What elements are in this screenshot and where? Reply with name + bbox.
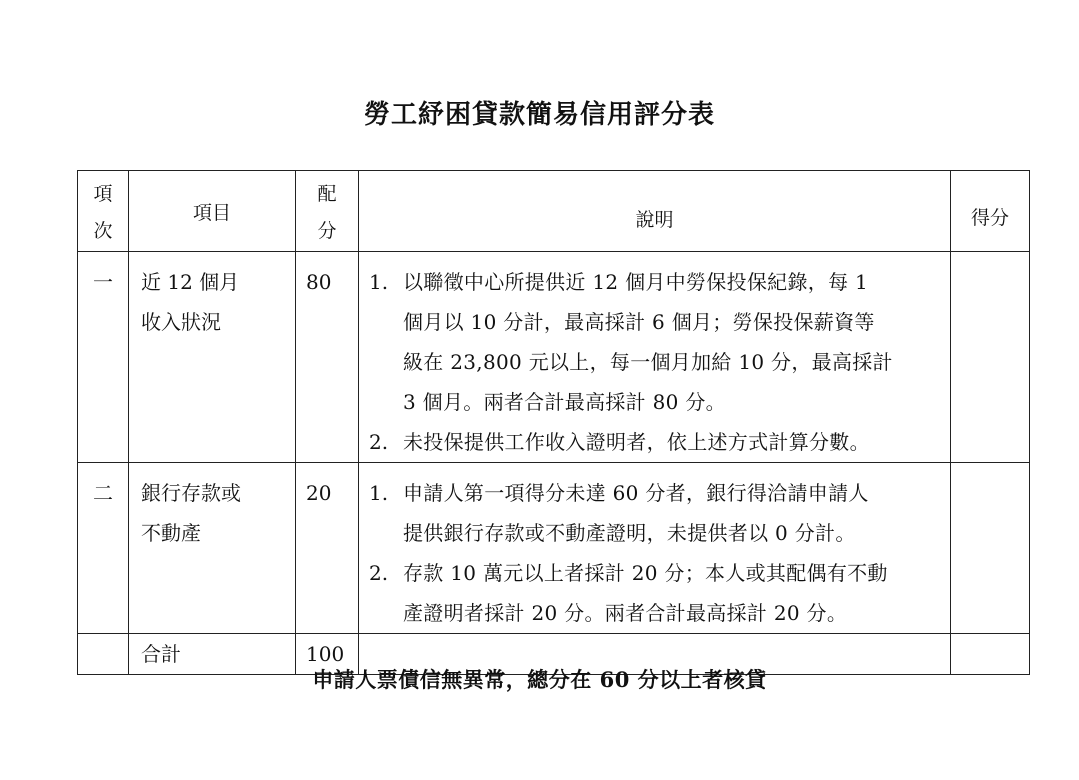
- description-line: 提供銀行存款或不動產證明，未提供者以 0 分計。: [403, 521, 856, 545]
- description-item-number: 1.: [369, 481, 389, 505]
- row-number: 一: [78, 252, 129, 463]
- header-no-bottom: 次: [93, 220, 113, 242]
- description-line: 級在 23,800 元以上，每一個月加給 10 分，最高採計: [403, 350, 893, 374]
- header-item-cell: [129, 171, 296, 252]
- document-title: 勞工紓困貸款簡易信用評分表: [363, 100, 715, 130]
- header-points-cell: [296, 171, 359, 252]
- description-item-number: 2.: [369, 430, 389, 454]
- row-item-line: 收入狀況: [141, 310, 221, 334]
- row-points: 20: [296, 463, 359, 634]
- table-header-row: [78, 171, 1030, 252]
- row-number: 二: [78, 463, 129, 634]
- description-item: [369, 553, 940, 633]
- table-row: [78, 463, 1030, 634]
- description-line: 以聯徵中心所提供近 12 個月中勞保投保紀錄，每 1: [403, 270, 869, 294]
- row-item-line: 近 12 個月: [141, 270, 240, 294]
- header-points-top: 配: [317, 183, 337, 205]
- header-description-cell: [359, 171, 951, 252]
- row-points: 80: [296, 252, 359, 463]
- row-item: [129, 252, 296, 463]
- description-item: [369, 473, 940, 553]
- description-item-number: 1.: [369, 270, 389, 294]
- header-score: 得分: [970, 207, 1009, 229]
- description-item: [369, 422, 940, 462]
- description-line: 申請人第一項得分未達 60 分者，銀行得洽請申請人: [403, 481, 869, 505]
- row-item: [129, 463, 296, 634]
- row-description: [359, 252, 951, 463]
- header-points-bottom: 分: [317, 220, 337, 242]
- table-row: [78, 252, 1030, 463]
- scoring-table: [77, 170, 1030, 675]
- header-item: 項目: [192, 201, 231, 224]
- row-score-input[interactable]: [951, 463, 1030, 634]
- description-line: 存款 10 萬元以上者採計 20 分；本人或其配偶有不動: [403, 561, 888, 585]
- header-description: 說明: [635, 209, 674, 231]
- header-score-cell: [951, 171, 1030, 252]
- description-item: [369, 262, 940, 422]
- approval-note: 申請人票債信無異常，總分在 60 分以上者核貸: [312, 667, 767, 692]
- row-score-input[interactable]: [951, 252, 1030, 463]
- total-label: 合計: [129, 634, 296, 675]
- total-points: 100: [296, 634, 359, 675]
- description-line: 未投保提供工作收入證明者，依上述方式計算分數。: [403, 430, 870, 454]
- header-no-top: 項: [93, 183, 113, 205]
- description-line: 3 個月。兩者合計最高採計 80 分。: [403, 390, 726, 414]
- description-line: 產證明者採計 20 分。兩者合計最高採計 20 分。: [403, 601, 848, 625]
- row-description: [359, 463, 951, 634]
- row-item-line: 不動產: [141, 521, 201, 545]
- description-item-number: 2.: [369, 561, 389, 585]
- header-no-cell: [78, 171, 129, 252]
- row-item-line: 銀行存款或: [141, 481, 241, 505]
- description-line: 個月以 10 分計，最高採計 6 個月；勞保投保薪資等: [403, 310, 875, 334]
